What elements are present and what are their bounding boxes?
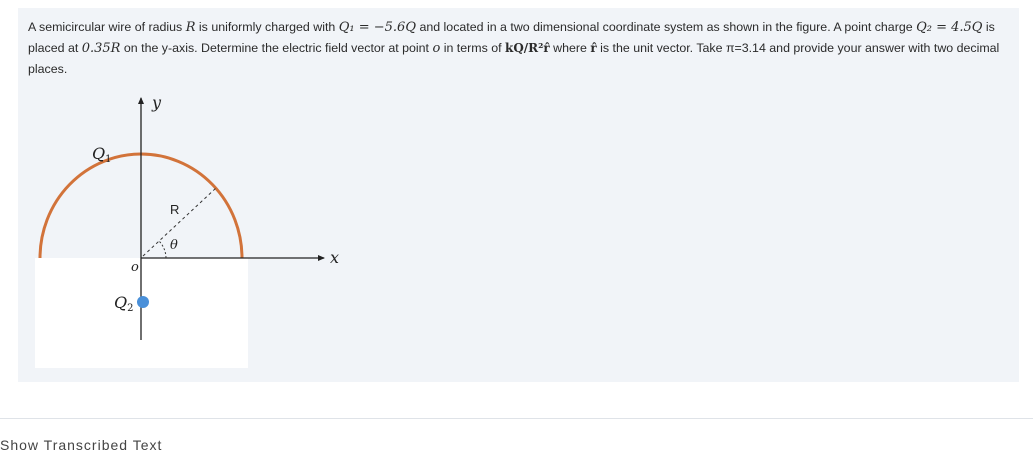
origin-label: o <box>131 260 139 275</box>
question-text-part: and located in a two dimensional coordinate system as shown in the figure. A point charge <box>416 20 917 34</box>
show-transcribed-text-button[interactable] <box>0 437 260 453</box>
question-text-part: A semicircular wire of radius <box>28 20 186 34</box>
theta-label: θ <box>170 238 178 253</box>
point-o-symbol: o <box>432 41 441 56</box>
question-text-part: is placed at <box>28 20 995 55</box>
unit-expression: kQ/R²r̂ <box>505 41 550 55</box>
charge-q2-dot <box>137 296 149 308</box>
radius-label: R <box>170 202 180 217</box>
charge-q1-expression: Q₁ = −5.6Q <box>338 20 416 35</box>
question-text-part: is uniformly charged with <box>195 20 339 34</box>
radius-symbol: R <box>185 20 196 35</box>
question-text-part: is the unit vector. Take π=3.14 and provide your answer with two decimal places. <box>28 41 1000 76</box>
q2-label-subscript: 2 <box>127 303 134 314</box>
section-divider <box>0 418 1033 419</box>
q1-label <box>92 144 112 165</box>
theta-arc <box>159 241 166 258</box>
q1-label-subscript: 1 <box>105 154 112 165</box>
question-text-part: in terms of <box>440 41 506 55</box>
x-axis-label: x <box>330 248 340 267</box>
y-axis-label: y <box>152 93 162 112</box>
q2-label-letter: Q <box>114 293 128 312</box>
question-text-part: on the y-axis. Determine the electric field vector at point <box>120 41 433 55</box>
question-text-part: where <box>549 41 591 55</box>
show-transcribed-text-label: Show Transcribed Text <box>0 437 163 453</box>
charge-q2-expression: Q₂ = 4.5Q <box>916 20 983 35</box>
radius-line <box>143 188 216 256</box>
unit-vector-symbol: r̂ <box>590 41 597 55</box>
position-expression: 0.35R <box>81 41 121 56</box>
q1-label-letter: Q <box>92 144 106 163</box>
